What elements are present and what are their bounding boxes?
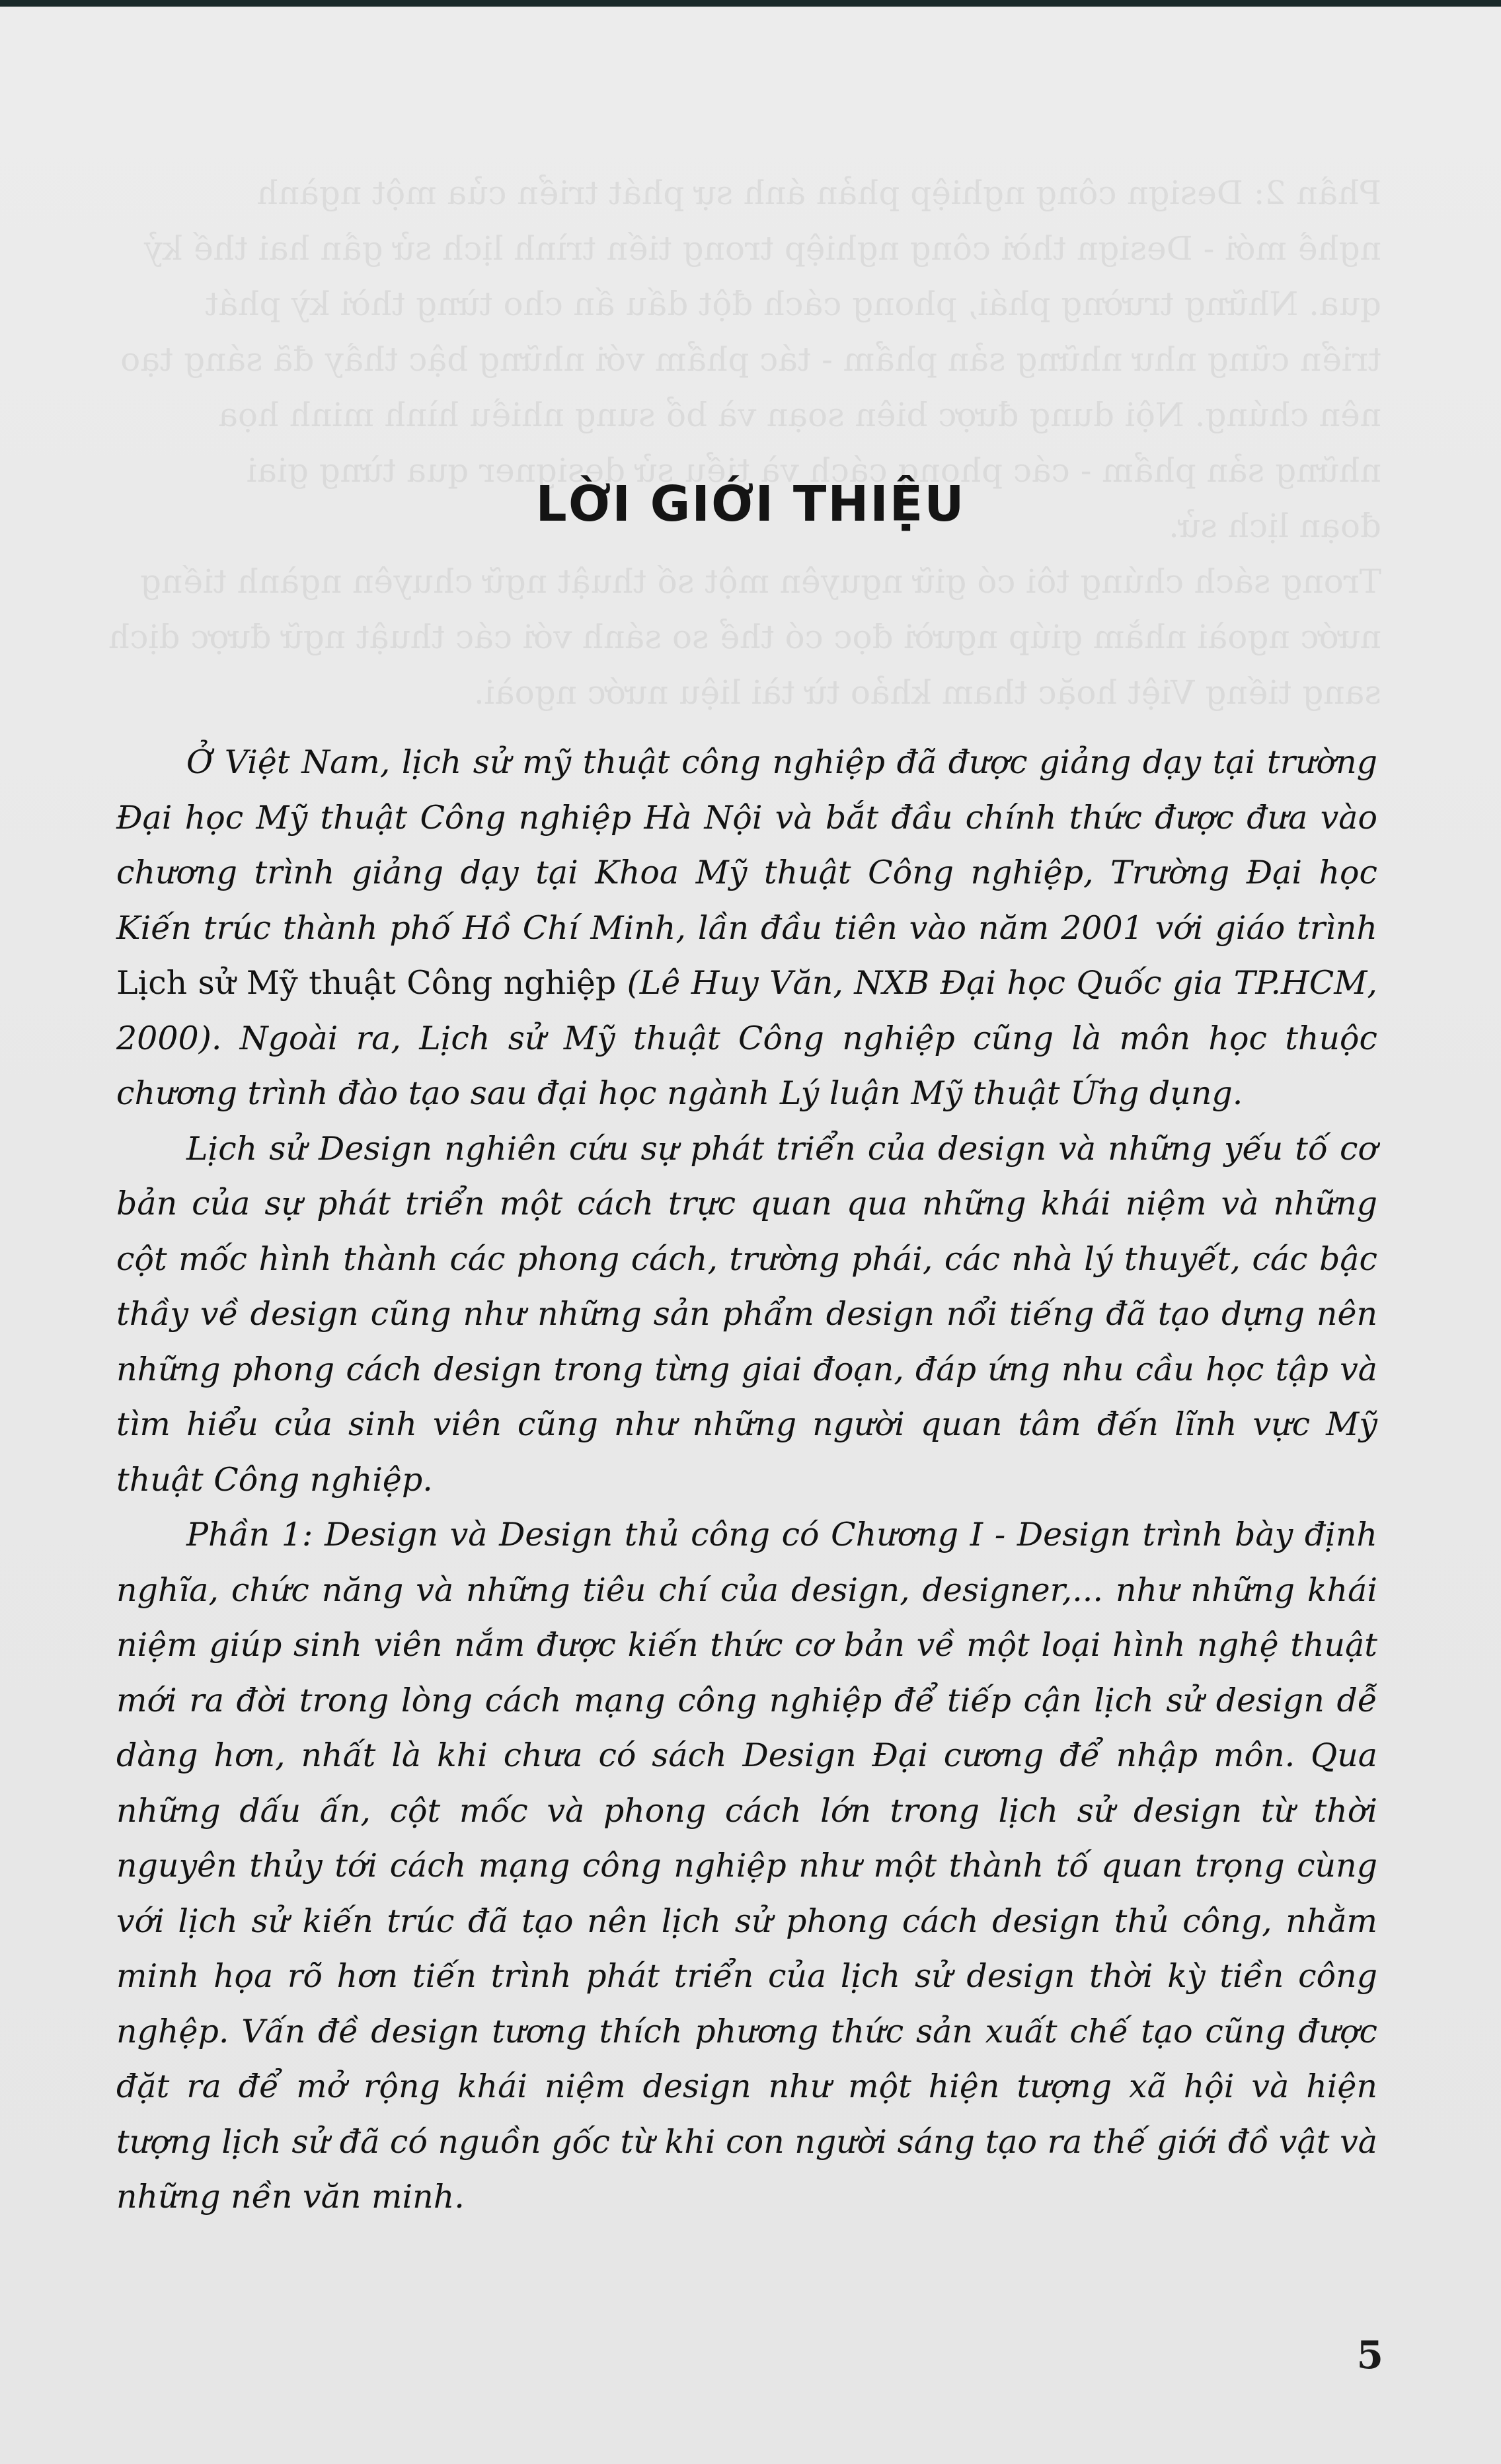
page-top-edge bbox=[0, 0, 1501, 7]
paragraph-1 bbox=[116, 735, 1377, 1121]
paragraph-1-part-c: (Lê Huy Văn, NXB Đại học Quốc gia TP.HCM, 2000). Ngoài ra, Lịch sử Mỹ thuật Công nghiệp cũng là môn học thuộc chương trình đào tạo sau đại học ngành Lý luận Mỹ thuật Ứng dụng. bbox=[116, 964, 1377, 1112]
textbook-title: Lịch sử Mỹ thuật Công nghiệp bbox=[116, 964, 617, 1002]
show-through-texture: Phần 2: Design công nghiệp phản ánh sự phát triển của một ngành nghề mới - Design thời công nghiệp trong tiến trình lịch sử gần hai thế kỷ qua. Những trường phái, phong cách đột dấu ấn cho từng thời kỳ phát triển cũng như những sản phẩm - tác phẩm với những bậc thầy đã sáng tạo nên chúng. Nội dung được biên soạn và bổ sung nhiều hình minh họa những sản phẩm - các phong cách và tiểu sử designer qua từng giai đoạn lịch sử. Trong sách chúng tôi có giữ nguyên một số thuật ngữ chuyên ngành tiếng nước ngoài nhằm giúp người đọc có thể so sánh với các thuật ngữ được dịch sang tiếng Việt hoặc tham khảo từ tài liệu nước ngoài. bbox=[108, 174, 1381, 712]
paragraph-2: Lịch sử Design nghiên cứu sự phát triển của design và những yếu tố cơ bản của sự phát triển một cách trực quan qua những khái niệm và những cột mốc hình thành các phong cách, trường phái, các nhà lý thuyết, các bậc thầy về design cũng như những sản phẩm design nổi tiếng đã tạo dựng nên những phong cách design trong từng giai đoạn, đáp ứng nhu cầu học tập và tìm hiểu của sinh viên cũng như những người quan tâm đến lĩnh vực Mỹ thuật Công nghiệp. bbox=[116, 1129, 1377, 1499]
paragraph-1-part-a: Ở Việt Nam, lịch sử mỹ thuật công nghiệp đã được giảng dạy tại trường Đại học Mỹ thuật Công nghiệp Hà Nội và bắt đầu chính thức được đưa vào chương trình giảng dạy tại Khoa Mỹ thuật Công nghiệp, Trường Đại học Kiến trúc thành phố Hồ Chí Minh, lần đầu tiên vào năm 2001 với giáo trình bbox=[116, 743, 1377, 947]
paragraph-3: Phần 1: Design và Design thủ công có Chương I - Design trình bày định nghĩa, chức năng và những tiêu chí của design, designer,... như những khái niệm giúp sinh viên nắm được kiến thức cơ bản về một loại hình nghệ thuật mới ra đời trong lòng cách mạng công nghiệp để tiếp cận lịch sử design dễ dàng hơn, nhất là khi chưa có sách Design Đại cương để nhập môn. Qua những dấu ấn, cột mốc và phong cách lớn trong lịch sử design từ thời nguyên thủy tới cách mạng công nghiệp như một thành tố quan trọng cùng với lịch sử kiến trúc đã tạo nên lịch sử phong cách design thủ công, nhằm minh họa rõ hơn tiến trình phát triển của lịch sử design thời kỳ tiền công nghệp. Vấn đề design tương thích phương thức sản xuất chế tạo cũng được đặt ra để mở rộng khái niệm design như một hiện tượng xã hội và hiện tượng lịch sử đã có nguồn gốc từ khi con người sáng tạo ra thế giới đồ vật và những nền văn minh. bbox=[116, 1516, 1377, 2216]
body-text bbox=[116, 735, 1377, 2225]
page-title: LỜI GIỚI THIỆU bbox=[535, 476, 966, 533]
page-number: 5 bbox=[1356, 2333, 1383, 2377]
